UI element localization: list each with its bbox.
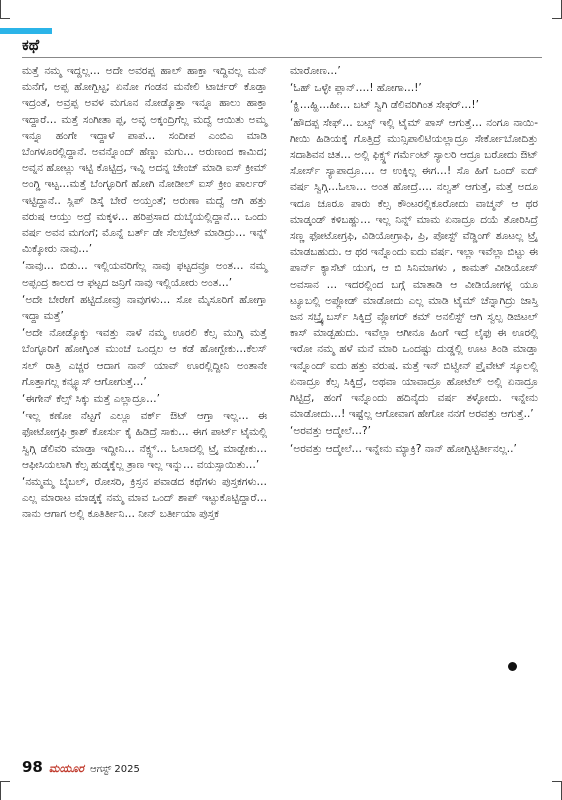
crop-mark xyxy=(552,781,562,782)
crop-mark xyxy=(0,18,10,19)
page-number: 98 xyxy=(22,758,43,776)
issue-date: ಆಗಸ್ಟ್ 2025 xyxy=(89,764,140,775)
crop-mark xyxy=(0,0,1,18)
page-footer xyxy=(22,758,140,776)
section-accent-bar xyxy=(0,28,52,34)
section-title: ಕಥೆ xyxy=(22,36,40,54)
paragraph: ‘ಓಹ್ ಒಳ್ಳೇ ಪ್ಲಾನ್….! ಹೋಗಾ…!’ xyxy=(290,82,422,95)
magazine-logo: ಮಯೂರ xyxy=(48,762,84,775)
paragraph: ‘ಅರವತ್ತು ಆದ್ಮೇಲೆ…?’ xyxy=(290,425,371,438)
paragraph: ‘ನಮ್ಮಮ್ಮ ಬೈಬಲ್, ರೋಸರಿ, ಕ್ರಿಸ್ತನ ಪವಾಡದ ಕಥೆಗಳು ಪುಸ್ತಕಗಳು… ಎಲ್ಲ ಮಾರಾಟ ಮಾಡ್ಕಕ್ಕೆ ನಮ್ಮ ಮಾವ ಒಂದ್ ಶಾಪ್ ಇಟ್ಟುಕೊಟ್ಟಿದ್ದಾರೆ…ನಾನು ಆಗಾಗ ಅಲ್ಲಿ ಕೂತಿರ್ತೀನಿ… ನೀನ್ ಬರ್ತೀಯಾ ಪುಸ್ತಕ xyxy=(22,476,267,521)
paragraph: ‘ಕ್ಹಿ…ಹ್ಹಿ…ಹೀ… ಬಟ್ ಸ್ವಿಗಿ ಡೆಲಿವರಿಗಿಂತ ಸೇಫರ್…!’ xyxy=(290,99,479,112)
paragraph: ‘ಹೌದಪ್ಪ ಸೇಫ್… ಬಟ್ಸ್ ಇಲ್ಲಿ ಟೈಮ್ ಪಾಸ್ ಆಗುತ್ತೆ… ನಂಗೂ ನಾಯಿ-ಗೀಯಿ ಹಿಡಿಯಕ್ಕೆ ಗೊತ್ತಿದ್ರೆ ಮುನ್ಸಿಪಾಲಿಟಿಯಲ್ಲಾದ್ರೂ ಸೇರ್ಕೋಬೋದಿತ್ತು ಸದಾಶಿವನ ಚಿತ… ಅಲ್ಲಿ ಫಿಕ್ಸ್ಡ್ ಗರ್ಮೆಂಟ್ ಸ್ಯಾಲರಿ ಆದ್ರೂ ಬರೋದು ಔಟ್ ಸೋರ್ಸ್ ಸ್ಯಾಪಾದ್ರೂ…. ಆ ಉಕ್ಕಿಲ್ಲ ಈಗ…! ಸೊ ಹಿಗೆ ಒಂದ್ ಐದ್ ವರ್ಷ ಸ್ವಿಗ್ಗಿ…ಓಲಾ… ಅಂತ ಹೋದ್ರೆ…. ನಲ್ವತ್ ಆಗುತ್ತೆ, ಮತ್ತೆ ಅದೂ ಇದೂ ಚೂರೂ ಪಾರು ಕೆಲ್ಸ ಕೌಂಟರಲ್ಲಿಕೂರೋದು ವಾಚ್ಮನ್ ಆ ಥರ ಮಾಡ್ಕಂಡ್ ಕಳಿಬಹ್ದು… ಇಲ್ಲ ನಿನ್ನ್ ಮಾಮ ಏನಾದ್ರೂ ದಯೆ ತೋರಿಸಿದ್ರೆ ಸಣ್ಣ ಫೋಟೋಗ್ರಫಿ, ವಿಡಿಯೋಗ್ರಾಫಿ, ಪ್ರಿ, ಪೋಸ್ಟ್ ವೆಡ್ಡಿಂಗ್ ಶೂಟಲ್ಲ ಟ್ರೈ ಮಾಡಬಹುದು. ಆ ಥರ ಇನ್ನೊಂದು ಐದು ವರ್ಷ. ಇಲ್ಲಾ ಇವೆಲ್ಲಾ ಬಿಟ್ಟು ಈ ಪಾರ್ನ್ ಕ್ಯಾಸೆಟ್ ಯುಗ, ಆ ಬಿ ಸಿನಿಮಾಗಳು , ಕಾಮತ್ ವೀಡಿಯೋಸ್ ಅವಸಾನ … ಇದರಲ್ಲಿಂದ ಬಗ್ಗೆ ಮಾತಾಡಿ ಆ ವೀಡಿಯೋಗಳ್ಲ ಯೂ ಟ್ಯೂಬಲ್ಲಿ ಅಪ್ಲೋಡ್ ಮಾಡೋದು ಎಲ್ಲ ಮಾಡಿ ಟೈಮ್ ಚೆನ್ನಾಗಿದ್ರು ಜಾಸ್ತಿ ಜನ ಸಬ್ಸ್ಕ್ರೈಬರ್ಸ್ ಸಿಕ್ಕಿದ್ರೆ ವ್ಲೋಗರ್ ಕಮ್ ಅನಲಿಸ್ಟ್ ಆಗಿ ಸ್ವಲ್ಪ ಡಿಜಿಟಲ್ ಕಾಸ್ ಮಾಡ್ಬಹುದು. ಇವೆಲ್ಲಾ ಆಗೀನೂ ಹಿಂಗೆ ಇದ್ರೆ ಲೈಫು ಈ ಊರಲ್ಲಿ ಇರೋ ನಮ್ಮ ಹಳೆ ಮನೆ ಮಾರಿ ಒಂದಷ್ಟು ದುಡ್ಡಲ್ಲಿ ಊಟ ತಿಂಡಿ ಮಾಡ್ತಾ ಇನ್ನೊಂದ್ ಐದು ಹತ್ತು ವರುಷ. ಮತ್ತೆ ಇನ್ ಬಿಟ್ವೀನ್ ಪ್ರೈವೇಟ್ ಸ್ಕೂಲಲ್ಲಿ ಏನಾದ್ರೂ ಕೆಲ್ಸ ಸಿಕ್ಕಿದ್ರೆ, ಅಥವಾ ಯಾವಾದ್ರೂ ಹೋಟೆಲ್ ಅಲ್ಲಿ ಏನಾದ್ರೂ ಗಿಟ್ಟಿದ್ರೆ, ಹಂಗೆ ಇನ್ನೊಂದು ಹದಿನೈದು ವರ್ಷ ತಳ್ಳೋದು. ಇನ್ನೇನು ಮಾಡೋದು…! ಇಷ್ಟೆಲ್ಲ ಆಗೋವಾಗ ಹೇಗೋ ನನಗೆ ಅರವತ್ತು ಆಗುತ್ತೆ..’ xyxy=(290,116,538,421)
end-of-story-bullet xyxy=(508,662,517,671)
paragraph: ಮಾರೋಣ…’ xyxy=(290,65,341,77)
paragraph: ‘ಈಗೇನ್ ಕೆಲ್ಸ್ ಸಿಕ್ಕು ಮತ್ತೆ ಎಲ್ಲಾದ್ರೂ…’ xyxy=(22,393,160,406)
crop-mark xyxy=(552,18,562,19)
paragraph: ‘ಅರವತ್ತು ಆದ್ಮೇಲೆ… ಇನ್ನೇನು ಮ್ಯಾಕ್ರಿ? ನಾನ್ ಹೋಗ್ಬಿಟ್ಟಿರ್ತೀನಲ್ಲ..’ xyxy=(290,442,517,455)
header-rule xyxy=(22,57,542,58)
paragraph: ‘ಅದೇ ನೋಡ್ಕೊಕ್ಕು ಇವತ್ತು ನಾಳೆ ನಮ್ಮ ಊರಲಿ ಕೆಲ್ಸ ಮುಗ್ಸಿ ಮತ್ತೆ ಬೆಂಗ್ಳೂರಿಗೆ ಹೋಗ್ಕಿಂತ ಮುಂಚೆ ಒಂದ್ಸಲ ಆ ಕಡೆ ಹೋಗ್ಬೇಕು…ಕೆಲಸ್ ಸಲ್ ರಾತ್ರಿ ಎಚ್ಚರ ಆದಾಗ ನಾನ್ ಯಾವ್ ಊರಲ್ಲಿದ್ದೀನಿ ಅಂತಾನೇ ಗೊತ್ತಾಗಲ್ಲ ಕನ್ಫ್ಯೂಸ್ ಆಗೋಗುತ್ತೆ…’ xyxy=(22,327,267,388)
right-column xyxy=(290,63,538,457)
crop-mark xyxy=(0,781,10,782)
paragraph: ‘ಅದೇ ಬೇರೇಗೆ ಹಟ್ಟಿದೋವ್ರು ನಾವುಗಳು… ಸೋ ಮೈಸೂರಿಗೆ ಹೋಗ್ತಾ ಇದ್ದಾ ಮತ್ತೆ’ xyxy=(22,293,267,323)
paragraph: ‘ಇಲ್ಲ ಕಣೋ ನೆಟ್ಟಗೆ ಎಲ್ಲೂ ವರ್ಕ್ ಔಟ್ ಆಗ್ತಾ ಇಲ್ಲ… ಈ ಫೋಟೋಗ್ರಫಿ ಕ್ರಾಶ್ ಕೋರ್ಸು ಕೈ ಹಿಡಿದ್ರೆ ಸಾಕು… ಈಗ ಪಾರ್ಟ್ ಟೈಮಲ್ಲಿ ಸ್ವಿಗ್ಗಿ ಡೆಲಿವರಿ ಮಾಡ್ತಾ ಇದ್ದೀನಿ… ನೆಕ್ಸ್ಟ್… ಓಲಾದಲ್ಲಿ ಟ್ರೈ ಮಾಡ್ಬೇಕು… ಆಫೀಸಿಯಲಾಗಿ ಕೆಲ್ಸ ಹುಡ್ಕಕ್ಕೆಲ್ಲ ತ್ರಾಣ ಇಲ್ಲ ಇನ್ನು… ವಯಸ್ಸಾಯಿತು…’ xyxy=(22,410,267,471)
paragraph: ಮತ್ತೆ ನಮ್ಮ ಇದ್ದಲ್ಲ… ಅದೇ ಅವರಪ್ಪ ಹಾಲ್ ಹಾಕ್ತಾ ಇದ್ದಿವಲ್ಲ ಮನ್ ಮನೆಗೆ, ಅಪ್ಪ ಹೋಗ್ಬಿಟ್ಟ; ಏನೋ ಗಂಡನ ಮನೇಲಿ ಟಾರ್ಚರ್ ಕೊಡ್ತಾ ಇದ್ರಂತೆ, ಅವ್ರಪ್ಪ ಅವಳ ಮಗೂನ ನೋಡ್ಕೊತ್ತಾ ಇನ್ನೂ ಹಾಲು ಹಾಕ್ತಾ ಇದ್ದಾರೆ… ಮತ್ತೆ ಸಂಗೀತಾ ಪ್ಪ, ಅವ್ಳ ಅಕ್ಕಂದ್ರಿಗೆಲ್ಲ ಮದ್ವೆ ಆಯಿತು ಅಮ್ಮ ಇನ್ನೂ ಹಂಗೇ ಇದ್ದಾಳೆ ಪಾಪ… ಸಂದೀಪ ಎಂಬಿಎ ಮಾಡಿ ಬೆಂಗಳೂರಲ್ಲಿದ್ದಾನೆ. ಅವನ್ನೊಂದ್ ಹೆಣ್ಣು ಮಗು… ಅರುಣಂದ ಕಾಮಿದ; ಅವ್ನನ ಹೋಟ್ಲು ಇಟ್ಟಿ ಕೊಟ್ಟಿದ್ರ, ಇವ್ನಿ ಅದನ್ನ ಚೇಂಜ್ ಮಾಡಿ ಐಸ್ ಕ್ರೀಮ್ ಅಂಗ್ಡಿ ಇಟ್ಟ…ಮತ್ತೆ ಬೆಂಗ್ಳೂರಿಗೆ ಹೋಗಿ ನೋಡೀಲ್ ಐಸ್ ಕ್ರೀಂ ಪಾರ್ಲರ್ ಇಟ್ಟಿದ್ದಾನೆ.. ಸ್ಲಿಪ್ ಡಿಸ್ಕೆ ಬೇರೆ ಅಯ್ತಂತೆ; ಅರುಣಾ ಮದ್ವೆ ಆಗಿ ಹತ್ತು ವರುಷ ಆಯ್ತು ಅದ್ರೆ ಮಕ್ಕಳ… ಹರಿಪ್ರಸಾದ ದುಬೈಯಲ್ಲಿದ್ದಾನೆ… ಒಂದು ವರ್ಷ ಅವನ ಮಗಂಗೆ; ಮೊನ್ನೆ ಬರ್ತ್ ಡೇ ಸೆಲಬ್ರೇಟ್ ಮಾಡಿದ್ರು… ಇನ್ನ್ ಮಿಕ್ಕೋರು ನಾವು…’ xyxy=(22,65,267,256)
left-column xyxy=(22,63,267,523)
crop-mark xyxy=(0,782,1,800)
paragraph: ‘ನಾವು… ಬಿಡು… ಇಲ್ಲಿಯವರಿಗೆಲ್ಲ ನಾವು ಫಟ್ಟದವ್ರೂ ಅಂತ… ನಮ್ಮ ಅಪ್ಪಂದ್ರ ಕಾಲದ ಆ ಫಟ್ಟದ ಜನ್ರಿಗೆ ನಾವು ಇಲ್ಲಿಯೋರು ಅಂತ…’ xyxy=(22,260,267,289)
